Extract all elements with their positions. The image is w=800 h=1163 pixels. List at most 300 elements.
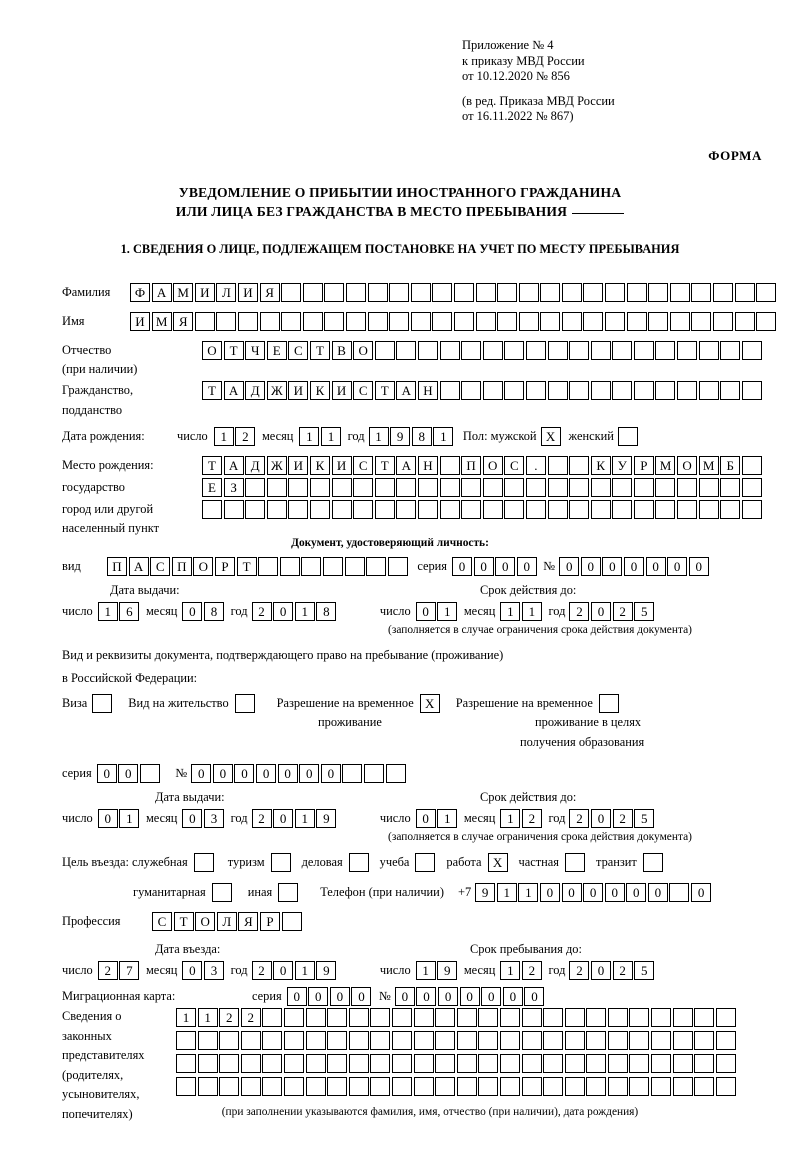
- form-cell[interactable]: Т: [375, 456, 395, 475]
- form-cell[interactable]: М: [655, 456, 675, 475]
- form-cell[interactable]: [389, 312, 409, 331]
- form-cell[interactable]: [440, 381, 460, 400]
- form-cell[interactable]: [349, 1031, 369, 1050]
- form-cell[interactable]: [608, 1054, 628, 1073]
- form-cell[interactable]: [694, 1008, 714, 1027]
- form-cell[interactable]: [562, 283, 582, 302]
- legal-reps-input-2[interactable]: [176, 1031, 737, 1050]
- form-cell[interactable]: [720, 478, 740, 497]
- form-cell[interactable]: И: [332, 456, 352, 475]
- form-cell[interactable]: О: [353, 341, 373, 360]
- form-cell[interactable]: 2: [219, 1008, 239, 1027]
- form-cell[interactable]: С: [152, 912, 172, 931]
- form-cell[interactable]: Т: [202, 381, 222, 400]
- form-cell[interactable]: Ж: [267, 456, 287, 475]
- form-cell[interactable]: [327, 1008, 347, 1027]
- form-cell[interactable]: [176, 1031, 196, 1050]
- form-cell[interactable]: [522, 1008, 542, 1027]
- form-cell[interactable]: 1: [98, 602, 118, 621]
- form-cell[interactable]: [310, 500, 330, 519]
- form-cell[interactable]: [440, 500, 460, 519]
- purpose-tourism-checkbox[interactable]: [271, 853, 291, 872]
- form-cell[interactable]: И: [130, 312, 150, 331]
- form-cell[interactable]: 1: [437, 602, 457, 621]
- form-cell[interactable]: [608, 1031, 628, 1050]
- form-cell[interactable]: [457, 1008, 477, 1027]
- form-cell[interactable]: 1: [299, 427, 319, 446]
- form-cell[interactable]: 0: [118, 764, 138, 783]
- form-cell[interactable]: [655, 478, 675, 497]
- form-cell[interactable]: [699, 500, 719, 519]
- form-cell[interactable]: 0: [416, 602, 436, 621]
- form-cell[interactable]: [238, 312, 258, 331]
- form-cell[interactable]: Н: [418, 381, 438, 400]
- form-cell[interactable]: [526, 341, 546, 360]
- form-cell[interactable]: [716, 1077, 736, 1096]
- form-cell[interactable]: [565, 1008, 585, 1027]
- form-cell[interactable]: [526, 500, 546, 519]
- form-cell[interactable]: М: [699, 456, 719, 475]
- form-cell[interactable]: [569, 478, 589, 497]
- form-cell[interactable]: [461, 381, 481, 400]
- surname-input[interactable]: [130, 283, 778, 302]
- stay-month-input[interactable]: [500, 961, 543, 980]
- form-cell[interactable]: [591, 341, 611, 360]
- form-cell[interactable]: [670, 283, 690, 302]
- form-cell[interactable]: [478, 1077, 498, 1096]
- perm-number-input[interactable]: [191, 764, 407, 783]
- form-cell[interactable]: 2: [569, 809, 589, 828]
- form-cell[interactable]: [478, 1008, 498, 1027]
- form-cell[interactable]: [591, 381, 611, 400]
- form-cell[interactable]: [454, 283, 474, 302]
- purpose-humanitarian-checkbox[interactable]: [212, 883, 232, 902]
- form-cell[interactable]: [586, 1077, 606, 1096]
- form-cell[interactable]: [306, 1054, 326, 1073]
- form-cell[interactable]: 0: [540, 883, 560, 902]
- form-cell[interactable]: 2: [613, 809, 633, 828]
- form-cell[interactable]: [548, 456, 568, 475]
- form-cell[interactable]: Ж: [267, 381, 287, 400]
- form-cell[interactable]: Т: [174, 912, 194, 931]
- form-cell[interactable]: [366, 557, 386, 576]
- purpose-other-checkbox[interactable]: [278, 883, 298, 902]
- form-cell[interactable]: [543, 1077, 563, 1096]
- form-cell[interactable]: Л: [217, 912, 237, 931]
- form-cell[interactable]: [569, 500, 589, 519]
- form-cell[interactable]: 1: [119, 809, 139, 828]
- form-cell[interactable]: [742, 341, 762, 360]
- form-cell[interactable]: [627, 312, 647, 331]
- form-cell[interactable]: [241, 1054, 261, 1073]
- form-cell[interactable]: С: [150, 557, 170, 576]
- form-cell[interactable]: [411, 283, 431, 302]
- form-cell[interactable]: 2: [569, 961, 589, 980]
- form-cell[interactable]: [742, 456, 762, 475]
- form-cell[interactable]: [262, 1077, 282, 1096]
- form-cell[interactable]: 0: [626, 883, 646, 902]
- form-cell[interactable]: [565, 1031, 585, 1050]
- form-cell[interactable]: 1: [416, 961, 436, 980]
- form-cell[interactable]: 3: [204, 809, 224, 828]
- form-cell[interactable]: [522, 1077, 542, 1096]
- birth-place-city-input[interactable]: [461, 456, 763, 475]
- form-cell[interactable]: [500, 1031, 520, 1050]
- doc-valid-month-input[interactable]: [500, 602, 543, 621]
- form-cell[interactable]: 1: [295, 961, 315, 980]
- form-cell[interactable]: [612, 381, 632, 400]
- form-cell[interactable]: П: [461, 456, 481, 475]
- form-cell[interactable]: [476, 312, 496, 331]
- mcard-number-input[interactable]: [395, 987, 546, 1006]
- form-cell[interactable]: [634, 381, 654, 400]
- form-cell[interactable]: [195, 312, 215, 331]
- form-cell[interactable]: 0: [395, 987, 415, 1006]
- form-cell[interactable]: [440, 478, 460, 497]
- form-cell[interactable]: [262, 1008, 282, 1027]
- form-cell[interactable]: [500, 1008, 520, 1027]
- visa-checkbox[interactable]: [92, 694, 112, 713]
- form-cell[interactable]: 6: [119, 602, 139, 621]
- form-cell[interactable]: [483, 500, 503, 519]
- perm-issue-year-input[interactable]: [252, 809, 338, 828]
- form-cell[interactable]: [713, 312, 733, 331]
- form-cell[interactable]: 2: [98, 961, 118, 980]
- form-cell[interactable]: [386, 764, 406, 783]
- perm-valid-month-input[interactable]: [500, 809, 543, 828]
- form-cell[interactable]: 0: [182, 961, 202, 980]
- form-cell[interactable]: [353, 500, 373, 519]
- form-cell[interactable]: 0: [182, 809, 202, 828]
- form-cell[interactable]: 0: [646, 557, 666, 576]
- form-cell[interactable]: 0: [591, 961, 611, 980]
- form-cell[interactable]: [368, 312, 388, 331]
- form-cell[interactable]: 2: [613, 961, 633, 980]
- form-cell[interactable]: [677, 478, 697, 497]
- form-cell[interactable]: [694, 1077, 714, 1096]
- form-cell[interactable]: [756, 283, 776, 302]
- form-cell[interactable]: [392, 1077, 412, 1096]
- form-cell[interactable]: [586, 1031, 606, 1050]
- doc-series-input[interactable]: [452, 557, 538, 576]
- form-cell[interactable]: [569, 341, 589, 360]
- form-cell[interactable]: М: [152, 312, 172, 331]
- form-cell[interactable]: [440, 456, 460, 475]
- form-cell[interactable]: [370, 1077, 390, 1096]
- form-cell[interactable]: [543, 1008, 563, 1027]
- form-cell[interactable]: Р: [634, 456, 654, 475]
- form-cell[interactable]: [461, 500, 481, 519]
- form-cell[interactable]: [691, 312, 711, 331]
- form-cell[interactable]: С: [353, 456, 373, 475]
- purpose-service-checkbox[interactable]: [194, 853, 214, 872]
- purpose-work-checkbox[interactable]: X: [488, 853, 508, 872]
- form-cell[interactable]: 1: [295, 809, 315, 828]
- form-cell[interactable]: 0: [495, 557, 515, 576]
- form-cell[interactable]: А: [224, 381, 244, 400]
- form-cell[interactable]: [629, 1031, 649, 1050]
- doc-issue-day-input[interactable]: [98, 602, 141, 621]
- form-cell[interactable]: [198, 1077, 218, 1096]
- legal-reps-input-3[interactable]: [176, 1054, 737, 1073]
- form-cell[interactable]: [241, 1031, 261, 1050]
- form-cell[interactable]: И: [238, 283, 258, 302]
- form-cell[interactable]: [349, 1077, 369, 1096]
- form-cell[interactable]: 8: [316, 602, 336, 621]
- form-cell[interactable]: [540, 312, 560, 331]
- form-cell[interactable]: [483, 381, 503, 400]
- form-cell[interactable]: Л: [216, 283, 236, 302]
- form-cell[interactable]: [327, 1054, 347, 1073]
- form-cell[interactable]: И: [288, 381, 308, 400]
- form-cell[interactable]: [432, 312, 452, 331]
- form-cell[interactable]: Б: [720, 456, 740, 475]
- form-cell[interactable]: Т: [375, 381, 395, 400]
- form-cell[interactable]: [140, 764, 160, 783]
- form-cell[interactable]: 8: [204, 602, 224, 621]
- name-input[interactable]: [130, 312, 778, 331]
- form-cell[interactable]: 1: [522, 602, 542, 621]
- form-cell[interactable]: Р: [215, 557, 235, 576]
- form-cell[interactable]: [627, 283, 647, 302]
- form-cell[interactable]: [634, 500, 654, 519]
- form-cell[interactable]: 3: [204, 961, 224, 980]
- form-cell[interactable]: [414, 1077, 434, 1096]
- form-cell[interactable]: В: [332, 341, 352, 360]
- form-cell[interactable]: [565, 1054, 585, 1073]
- form-cell[interactable]: [612, 478, 632, 497]
- form-cell[interactable]: 2: [252, 602, 272, 621]
- birth-place-state-input[interactable]: [202, 456, 461, 475]
- form-cell[interactable]: У: [612, 456, 632, 475]
- stay-year-input[interactable]: [569, 961, 655, 980]
- form-cell[interactable]: [389, 283, 409, 302]
- form-cell[interactable]: [303, 312, 323, 331]
- form-cell[interactable]: 1: [295, 602, 315, 621]
- form-cell[interactable]: [281, 283, 301, 302]
- form-cell[interactable]: [720, 341, 740, 360]
- form-cell[interactable]: [284, 1054, 304, 1073]
- form-cell[interactable]: 9: [316, 809, 336, 828]
- form-cell[interactable]: [324, 312, 344, 331]
- form-cell[interactable]: [219, 1054, 239, 1073]
- form-cell[interactable]: [323, 557, 343, 576]
- form-cell[interactable]: 0: [667, 557, 687, 576]
- form-cell[interactable]: [716, 1031, 736, 1050]
- form-cell[interactable]: 9: [475, 883, 495, 902]
- form-cell[interactable]: Е: [267, 341, 287, 360]
- form-cell[interactable]: [418, 478, 438, 497]
- form-cell[interactable]: М: [173, 283, 193, 302]
- form-cell[interactable]: Д: [245, 381, 265, 400]
- form-cell[interactable]: [224, 500, 244, 519]
- form-cell[interactable]: [629, 1077, 649, 1096]
- form-cell[interactable]: [735, 283, 755, 302]
- form-cell[interactable]: 0: [452, 557, 472, 576]
- form-cell[interactable]: 1: [176, 1008, 196, 1027]
- form-cell[interactable]: С: [353, 381, 373, 400]
- phone-input[interactable]: [475, 883, 713, 902]
- form-cell[interactable]: О: [195, 912, 215, 931]
- form-cell[interactable]: [245, 478, 265, 497]
- form-cell[interactable]: 0: [321, 764, 341, 783]
- doc-issue-year-input[interactable]: [252, 602, 338, 621]
- form-cell[interactable]: [716, 1008, 736, 1027]
- form-cell[interactable]: [388, 557, 408, 576]
- form-cell[interactable]: 0: [689, 557, 709, 576]
- form-cell[interactable]: 0: [474, 557, 494, 576]
- doc-valid-year-input[interactable]: [569, 602, 655, 621]
- form-cell[interactable]: 1: [500, 809, 520, 828]
- form-cell[interactable]: 0: [416, 809, 436, 828]
- form-cell[interactable]: [526, 478, 546, 497]
- form-cell[interactable]: [284, 1008, 304, 1027]
- form-cell[interactable]: [281, 312, 301, 331]
- form-cell[interactable]: [435, 1077, 455, 1096]
- form-cell[interactable]: А: [129, 557, 149, 576]
- form-cell[interactable]: И: [195, 283, 215, 302]
- form-cell[interactable]: [677, 341, 697, 360]
- form-cell[interactable]: [526, 381, 546, 400]
- doc-valid-day-input[interactable]: [416, 602, 459, 621]
- edu-residence-checkbox[interactable]: [599, 694, 619, 713]
- form-cell[interactable]: [648, 312, 668, 331]
- form-cell[interactable]: [634, 341, 654, 360]
- form-cell[interactable]: [716, 1054, 736, 1073]
- birth-place-line3-input[interactable]: [202, 500, 763, 519]
- entry-month-input[interactable]: [182, 961, 225, 980]
- form-cell[interactable]: Т: [202, 456, 222, 475]
- form-cell[interactable]: [548, 478, 568, 497]
- form-cell[interactable]: 1: [433, 427, 453, 446]
- form-cell[interactable]: 0: [562, 883, 582, 902]
- form-cell[interactable]: 7: [119, 961, 139, 980]
- form-cell[interactable]: 0: [273, 809, 293, 828]
- form-cell[interactable]: [569, 381, 589, 400]
- form-cell[interactable]: [306, 1031, 326, 1050]
- form-cell[interactable]: [673, 1031, 693, 1050]
- form-cell[interactable]: [198, 1031, 218, 1050]
- form-cell[interactable]: 5: [634, 602, 654, 621]
- form-cell[interactable]: [478, 1031, 498, 1050]
- form-cell[interactable]: [612, 500, 632, 519]
- form-cell[interactable]: [435, 1054, 455, 1073]
- form-cell[interactable]: [586, 1054, 606, 1073]
- form-cell[interactable]: [414, 1054, 434, 1073]
- form-cell[interactable]: П: [172, 557, 192, 576]
- form-cell[interactable]: [720, 500, 740, 519]
- legal-reps-input-4[interactable]: [176, 1077, 737, 1096]
- form-cell[interactable]: [608, 1008, 628, 1027]
- form-cell[interactable]: [364, 764, 384, 783]
- entry-year-input[interactable]: [252, 961, 338, 980]
- form-cell[interactable]: [258, 557, 278, 576]
- form-cell[interactable]: [370, 1031, 390, 1050]
- form-cell[interactable]: [457, 1054, 477, 1073]
- form-cell[interactable]: 0: [691, 883, 711, 902]
- form-cell[interactable]: [202, 500, 222, 519]
- form-cell[interactable]: Д: [245, 456, 265, 475]
- form-cell[interactable]: 0: [273, 961, 293, 980]
- form-cell[interactable]: [591, 478, 611, 497]
- form-cell[interactable]: [375, 341, 395, 360]
- form-cell[interactable]: [435, 1031, 455, 1050]
- form-cell[interactable]: [454, 312, 474, 331]
- form-cell[interactable]: 0: [583, 883, 603, 902]
- form-cell[interactable]: [500, 1054, 520, 1073]
- form-cell[interactable]: [608, 1077, 628, 1096]
- form-cell[interactable]: 0: [591, 602, 611, 621]
- form-cell[interactable]: [651, 1077, 671, 1096]
- form-cell[interactable]: [288, 500, 308, 519]
- perm-valid-year-input[interactable]: [569, 809, 655, 828]
- form-cell[interactable]: [219, 1077, 239, 1096]
- form-cell[interactable]: 0: [97, 764, 117, 783]
- form-cell[interactable]: [673, 1008, 693, 1027]
- form-cell[interactable]: [301, 557, 321, 576]
- form-cell[interactable]: О: [202, 341, 222, 360]
- form-cell[interactable]: [176, 1054, 196, 1073]
- purpose-private-checkbox[interactable]: [565, 853, 585, 872]
- form-cell[interactable]: [216, 312, 236, 331]
- form-cell[interactable]: [669, 883, 689, 902]
- form-cell[interactable]: [497, 283, 517, 302]
- form-cell[interactable]: Т: [237, 557, 257, 576]
- form-cell[interactable]: [288, 478, 308, 497]
- form-cell[interactable]: [673, 1054, 693, 1073]
- perm-series-input[interactable]: [97, 764, 162, 783]
- form-cell[interactable]: [519, 312, 539, 331]
- form-cell[interactable]: 0: [438, 987, 458, 1006]
- form-cell[interactable]: [375, 478, 395, 497]
- form-cell[interactable]: [262, 1054, 282, 1073]
- form-cell[interactable]: [735, 312, 755, 331]
- purpose-transit-checkbox[interactable]: [643, 853, 663, 872]
- form-cell[interactable]: А: [396, 456, 416, 475]
- form-cell[interactable]: [591, 500, 611, 519]
- mcard-series-input[interactable]: [287, 987, 373, 1006]
- form-cell[interactable]: [483, 478, 503, 497]
- perm-valid-day-input[interactable]: [416, 809, 459, 828]
- form-cell[interactable]: [435, 1008, 455, 1027]
- form-cell[interactable]: 1: [321, 427, 341, 446]
- form-cell[interactable]: [368, 283, 388, 302]
- form-cell[interactable]: [478, 1054, 498, 1073]
- form-cell[interactable]: [691, 283, 711, 302]
- form-cell[interactable]: 9: [316, 961, 336, 980]
- form-cell[interactable]: [310, 478, 330, 497]
- citizenship-input[interactable]: [202, 381, 763, 400]
- form-cell[interactable]: 0: [481, 987, 501, 1006]
- form-cell[interactable]: [345, 557, 365, 576]
- form-cell[interactable]: [370, 1054, 390, 1073]
- form-cell[interactable]: [476, 283, 496, 302]
- form-cell[interactable]: [260, 312, 280, 331]
- form-cell[interactable]: [504, 478, 524, 497]
- form-cell[interactable]: [457, 1077, 477, 1096]
- profession-input[interactable]: [152, 912, 303, 931]
- form-cell[interactable]: [306, 1008, 326, 1027]
- perm-issue-day-input[interactable]: [98, 809, 141, 828]
- form-cell[interactable]: [414, 1008, 434, 1027]
- residence-permit-checkbox[interactable]: [235, 694, 255, 713]
- form-cell[interactable]: [500, 1077, 520, 1096]
- form-cell[interactable]: [504, 500, 524, 519]
- form-cell[interactable]: Т: [310, 341, 330, 360]
- form-cell[interactable]: 0: [182, 602, 202, 621]
- form-cell[interactable]: 1: [437, 809, 457, 828]
- form-cell[interactable]: [629, 1054, 649, 1073]
